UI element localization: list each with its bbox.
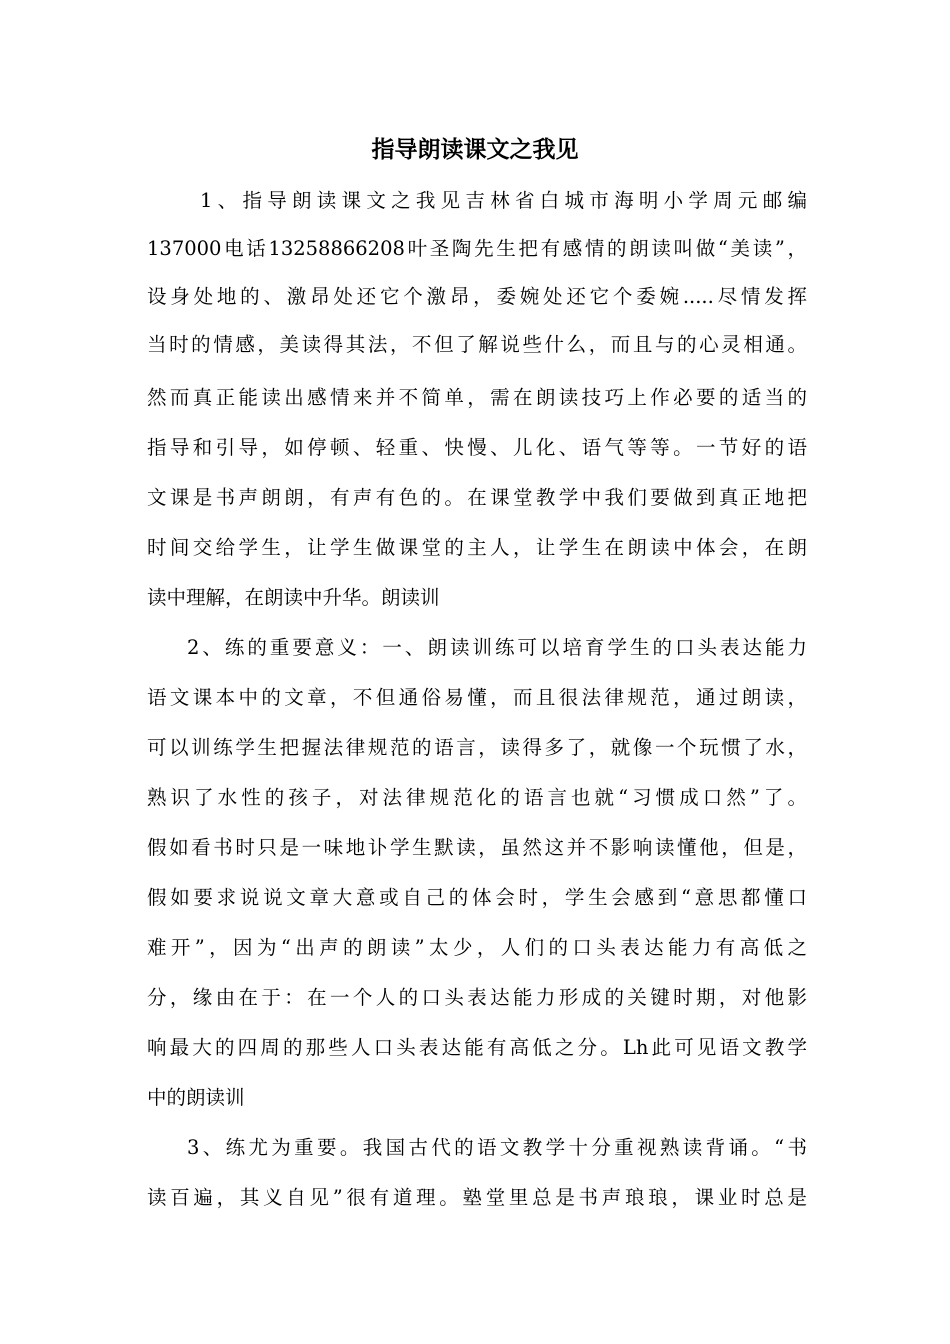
paragraph-2-line-7: 难开”，因为“出声的朗读”太少，人们的口头表达能力有高低之 bbox=[147, 936, 807, 959]
paragraph-1-line-3: 设身处地的、激昂处还它个激昂，委婉处还它个委婉.....尽情发挥 bbox=[147, 285, 807, 308]
paragraph-1-line-9: 读中理解，在朗读中升华。朗读训 bbox=[147, 586, 440, 609]
paragraph-2-line-1: 2、练的重要意义：一、朗读训练可以培育学生的口头表达能力 bbox=[187, 636, 807, 659]
paragraph-1-line-6: 指导和引导，如停顿、轻重、快慢、儿化、语气等等。一节好的语 bbox=[147, 436, 807, 459]
page-title: 指导朗读课文之我见 bbox=[371, 136, 579, 163]
paragraph-2-line-3: 可以训练学生把握法律规范的语言，读得多了，就像一个玩惯了水， bbox=[147, 736, 807, 759]
paragraph-1-line-4: 当时的情感，美读得其法，不但了解说些什么，而且与的心灵相通。 bbox=[147, 333, 807, 356]
paragraph-1-line-1: 1、指导朗读课文之我见吉林省白城市海明小学周元邮编 bbox=[200, 189, 807, 212]
paragraph-3-line-2: 读百遍，其义自见”很有道理。塾堂里总是书声琅琅，课业时总是 bbox=[147, 1186, 807, 1209]
paragraph-2-line-6: 假如要求说说文章大意或自己的体会时，学生会感到“意思都懂口 bbox=[147, 886, 807, 909]
paragraph-3-line-1: 3、练尤为重要。我国古代的语文教学十分重视熟读背诵。“书 bbox=[187, 1136, 807, 1159]
paragraph-1-line-7: 文课是书声朗朗，有声有色的。在课堂教学中我们要做到真正地把 bbox=[147, 486, 807, 509]
paragraph-2-line-10: 中的朗读训 bbox=[147, 1086, 245, 1109]
paragraph-1-line-8: 时间交给学生，让学生做课堂的主人，让学生在朗读中体会，在朗 bbox=[147, 536, 807, 559]
paragraph-2-line-9: 响最大的四周的那些人口头表达能有高低之分。Lh此可见语文教学 bbox=[147, 1036, 807, 1059]
paragraph-2-line-8: 分，缘由在于：在一个人的口头表达能力形成的关键时期，对他影 bbox=[147, 986, 807, 1009]
paragraph-1-line-5: 然而真正能读出感情来并不简单，需在朗读技巧上作必要的适当的 bbox=[147, 386, 807, 409]
paragraph-2-line-2: 语文课本中的文章，不但通俗易懂，而且很法律规范，通过朗读， bbox=[147, 686, 807, 709]
paragraph-2-line-4: 熟识了水性的孩子，对法律规范化的语言也就“习惯成口然”了。 bbox=[147, 786, 807, 809]
paragraph-1-line-2: 137000电话13258866208叶圣陶先生把有感情的朗读叫做“美读”， bbox=[147, 237, 807, 260]
paragraph-2-line-5: 假如看书时只是一味地讣学生默读，虽然这并不影响读懂他，但是， bbox=[147, 836, 807, 859]
